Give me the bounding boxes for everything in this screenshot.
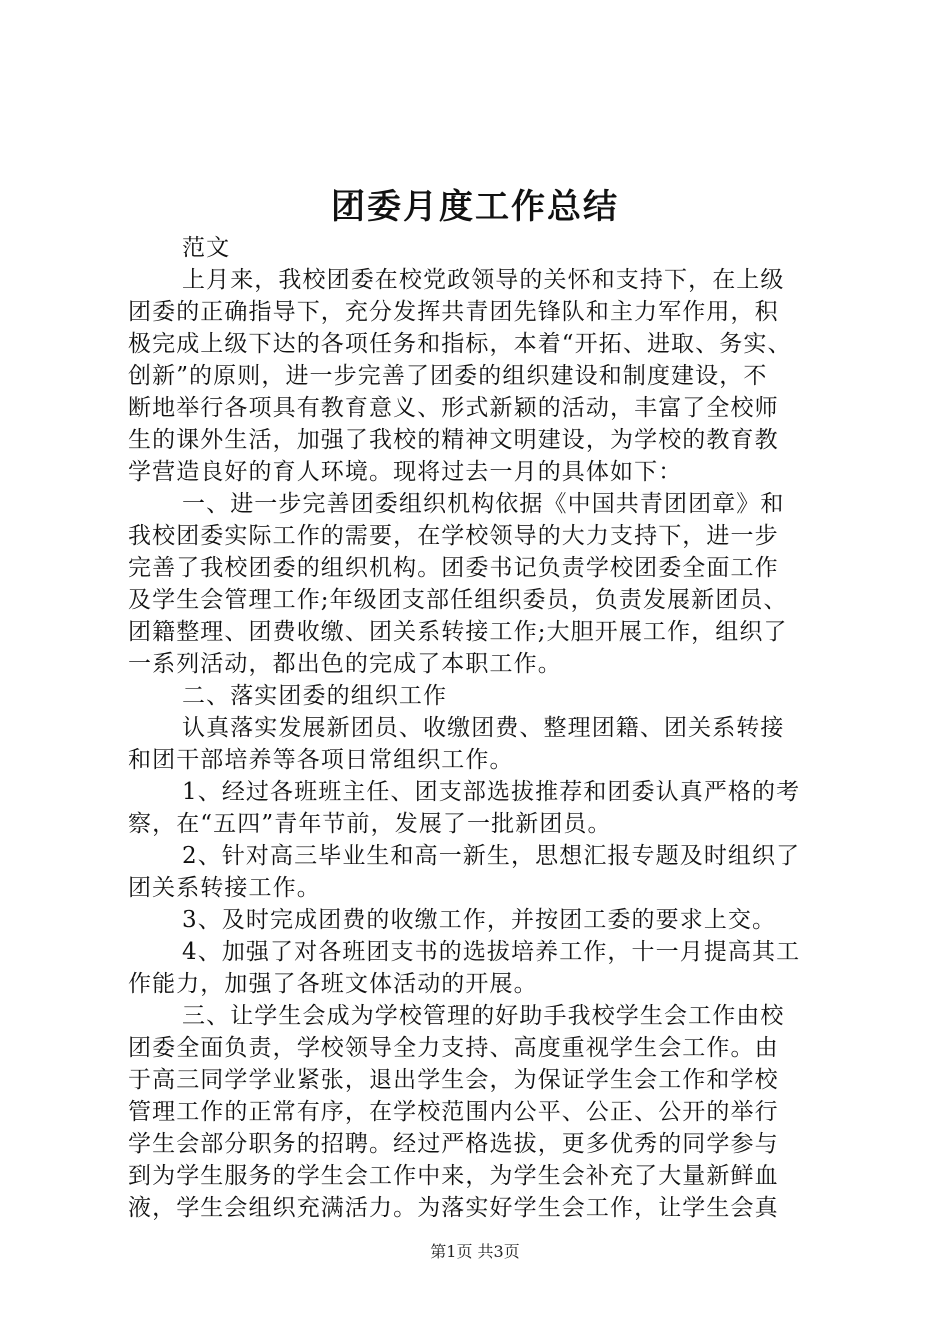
text-line: 4、加强了对各班团支书的选拔培养工作，十一月提高其工 [182,939,801,965]
text-line: 1、经过各班班主任、团支部选拔推荐和团委认真严格的考 [182,779,801,805]
text-line: 及学生会管理工作;年级团支部任组织委员，负责发展新团员、 [128,587,788,613]
text-line: 到为学生服务的学生会工作中来，为学生会补充了大量新鲜血 [128,1163,779,1189]
text-line: 创新”的原则，进一步完善了团委的组织建设和制度建设，不 [128,363,768,389]
text-line: 于高三同学学业紧张，退出学生会，为保证学生会工作和学校 [128,1067,779,1093]
text-line: 液，学生会组织充满活力。为落实好学生会工作，让学生会真 [128,1195,779,1221]
text-line: 上月来，我校团委在校党政领导的关怀和支持下，在上级 [182,267,785,293]
text-line: 范文 [182,235,231,261]
text-line: 完善了我校团委的组织机构。团委书记负责学校团委全面工作 [128,555,779,581]
text-line: 一、进一步完善团委组织机构依据《中国共青团团章》和 [182,491,785,517]
text-line: 三、让学生会成为学校管理的好助手我校学生会工作由校 [182,1003,785,1029]
text-line: 学生会部分职务的招聘。经过严格选拔，更多优秀的同学参与 [128,1131,779,1157]
text-line: 团籍整理、团费收缴、团关系转接工作;大胆开展工作，组织了 [128,619,788,645]
text-line: 极完成上级下达的各项任务和指标，本着“开拓、进取、务实、 [128,331,792,357]
text-line: 团委的正确指导下，充分发挥共青团先锋队和主力军作用，积 [128,299,779,325]
document-body [128,232,838,1224]
text-line: 学营造良好的育人环境。现将过去一月的具体如下： [128,459,683,485]
text-line: 团关系转接工作。 [128,875,321,901]
text-line: 认真落实发展新团员、收缴团费、整理团籍、团关系转接 [182,715,785,741]
text-line: 一系列活动，都出色的完成了本职工作。 [128,651,562,677]
document-title: 团委月度工作总结 [331,187,619,227]
text-line: 察，在“五四”青年节前，发展了一批新团员。 [128,811,612,837]
text-line: 3、及时完成团费的收缴工作，并按团工委的要求上交。 [182,907,777,933]
text-line: 二、落实团委的组织工作 [182,683,448,709]
text-line: 团委全面负责，学校领导全力支持、高度重视学生会工作。由 [128,1035,779,1061]
text-line: 作能力，加强了各班文体活动的开展。 [128,971,538,997]
text-line: 生的课外生活，加强了我校的精神文明建设，为学校的教育教 [128,427,779,453]
text-line: 管理工作的正常有序，在学校范围内公平、公正、公开的举行 [128,1099,779,1125]
text-line: 断地举行各项具有教育意义、形式新颖的活动，丰富了全校师 [128,395,779,421]
text-line: 我校团委实际工作的需要，在学校领导的大力支持下，进一步 [128,523,779,549]
text-line: 和团干部培养等各项日常组织工作。 [128,747,514,773]
page-footer: 第1页 共3页 [430,1242,520,1261]
text-line: 2、针对高三毕业生和高一新生，思想汇报专题及时组织了 [182,843,801,869]
